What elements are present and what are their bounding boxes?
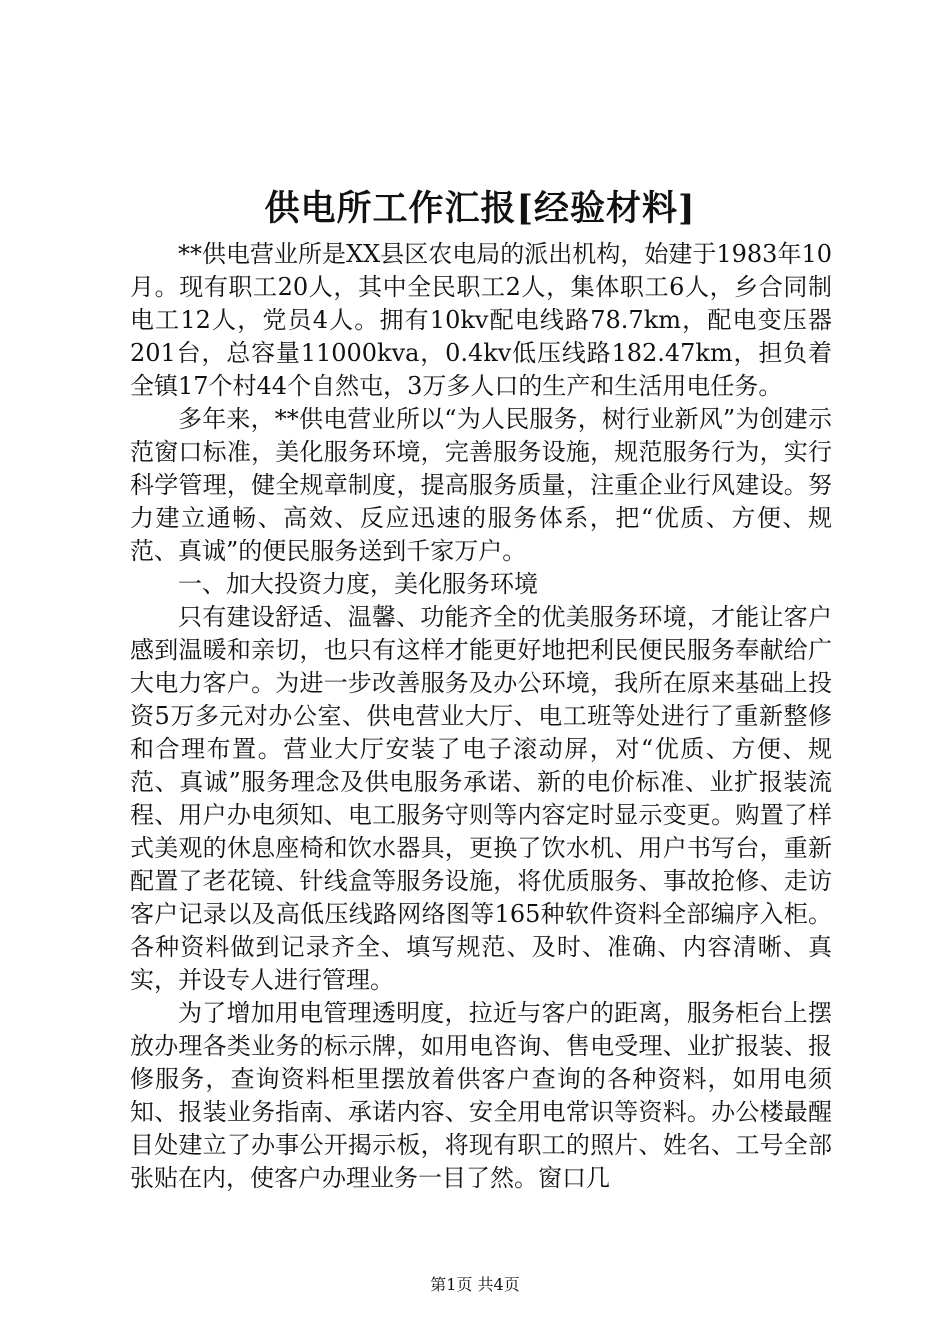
- paragraph-environment: 只有建设舒适、温馨、功能齐全的优美服务环境，才能让客户感到温暖和亲切，也只有这样才能更好地把利民便民服务奉献给广大电力客户。为进一步改善服务及办公环境，我所在原来基础上投资5万多元对办公室、供电营业大厅、电工班等处进行了重新整修和合理布置。营业大厅安装了电子滚动屏，对“优质、方便、规范、真诚”服务理念及供电服务承诺、新的电价标准、业扩报装流程、用户办电须知、电工服务守则等内容定时显示变更。购置了样式美观的休息座椅和饮水器具，更换了饮水机、用户书写台，重新配置了老花镜、针线盒等服务设施，将优质服务、事故抢修、走访客户记录以及高低压线路网络图等165种软件资料全部编序入柜。各种资料做到记录齐全、填写规范、及时、准确、内容清晰、真实，并设专人进行管理。: [130, 603, 832, 994]
- paragraph-transparency: 为了增加用电管理透明度，拉近与客户的距离，服务柜台上摆放办理各类业务的标示牌，如用电咨询、售电受理、业扩报装、报修服务，查询资料柜里摆放着供客户查询的各种资料，如用电须知、报装业务指南、承诺内容、安全用电常识等资料。办公楼最醒目处建立了办事公开揭示板，将现有职工的照片、姓名、工号全部张贴在内，使客户办理业务一目了然。窗口几: [130, 999, 832, 1192]
- paragraph-intro: **供电营业所是XX县区农电局的派出机构，始建于1983年10月。现有职工20人，其中全民职工2人，集体职工6人，乡合同制电工12人，党员4人。拥有10kv配电线路78.7km，配电变压器201台，总容量11000kva，0.4kv低压线路182.47km，担负着全镇17个村44个自然屯，3万多人口的生产和生活用电任务。: [130, 240, 832, 400]
- paragraph-service-philosophy: 多年来，**供电营业所以“为人民服务，树行业新风”为创建示范窗口标准，美化服务环境，完善服务设施，规范服务行为，实行科学管理，健全规章制度，提高服务质量，注重企业行风建设。努力建立通畅、高效、反应迅速的服务体系，把“优质、方便、规范、真诚”的便民服务送到千家万户。: [130, 405, 832, 565]
- document-title: 供电所工作汇报[经验材料]: [264, 188, 696, 229]
- page-footer: 第1页 共4页: [430, 1275, 520, 1294]
- document-body: [130, 238, 832, 1195]
- section-heading-1: 一、加大投资力度，美化服务环境: [178, 570, 538, 598]
